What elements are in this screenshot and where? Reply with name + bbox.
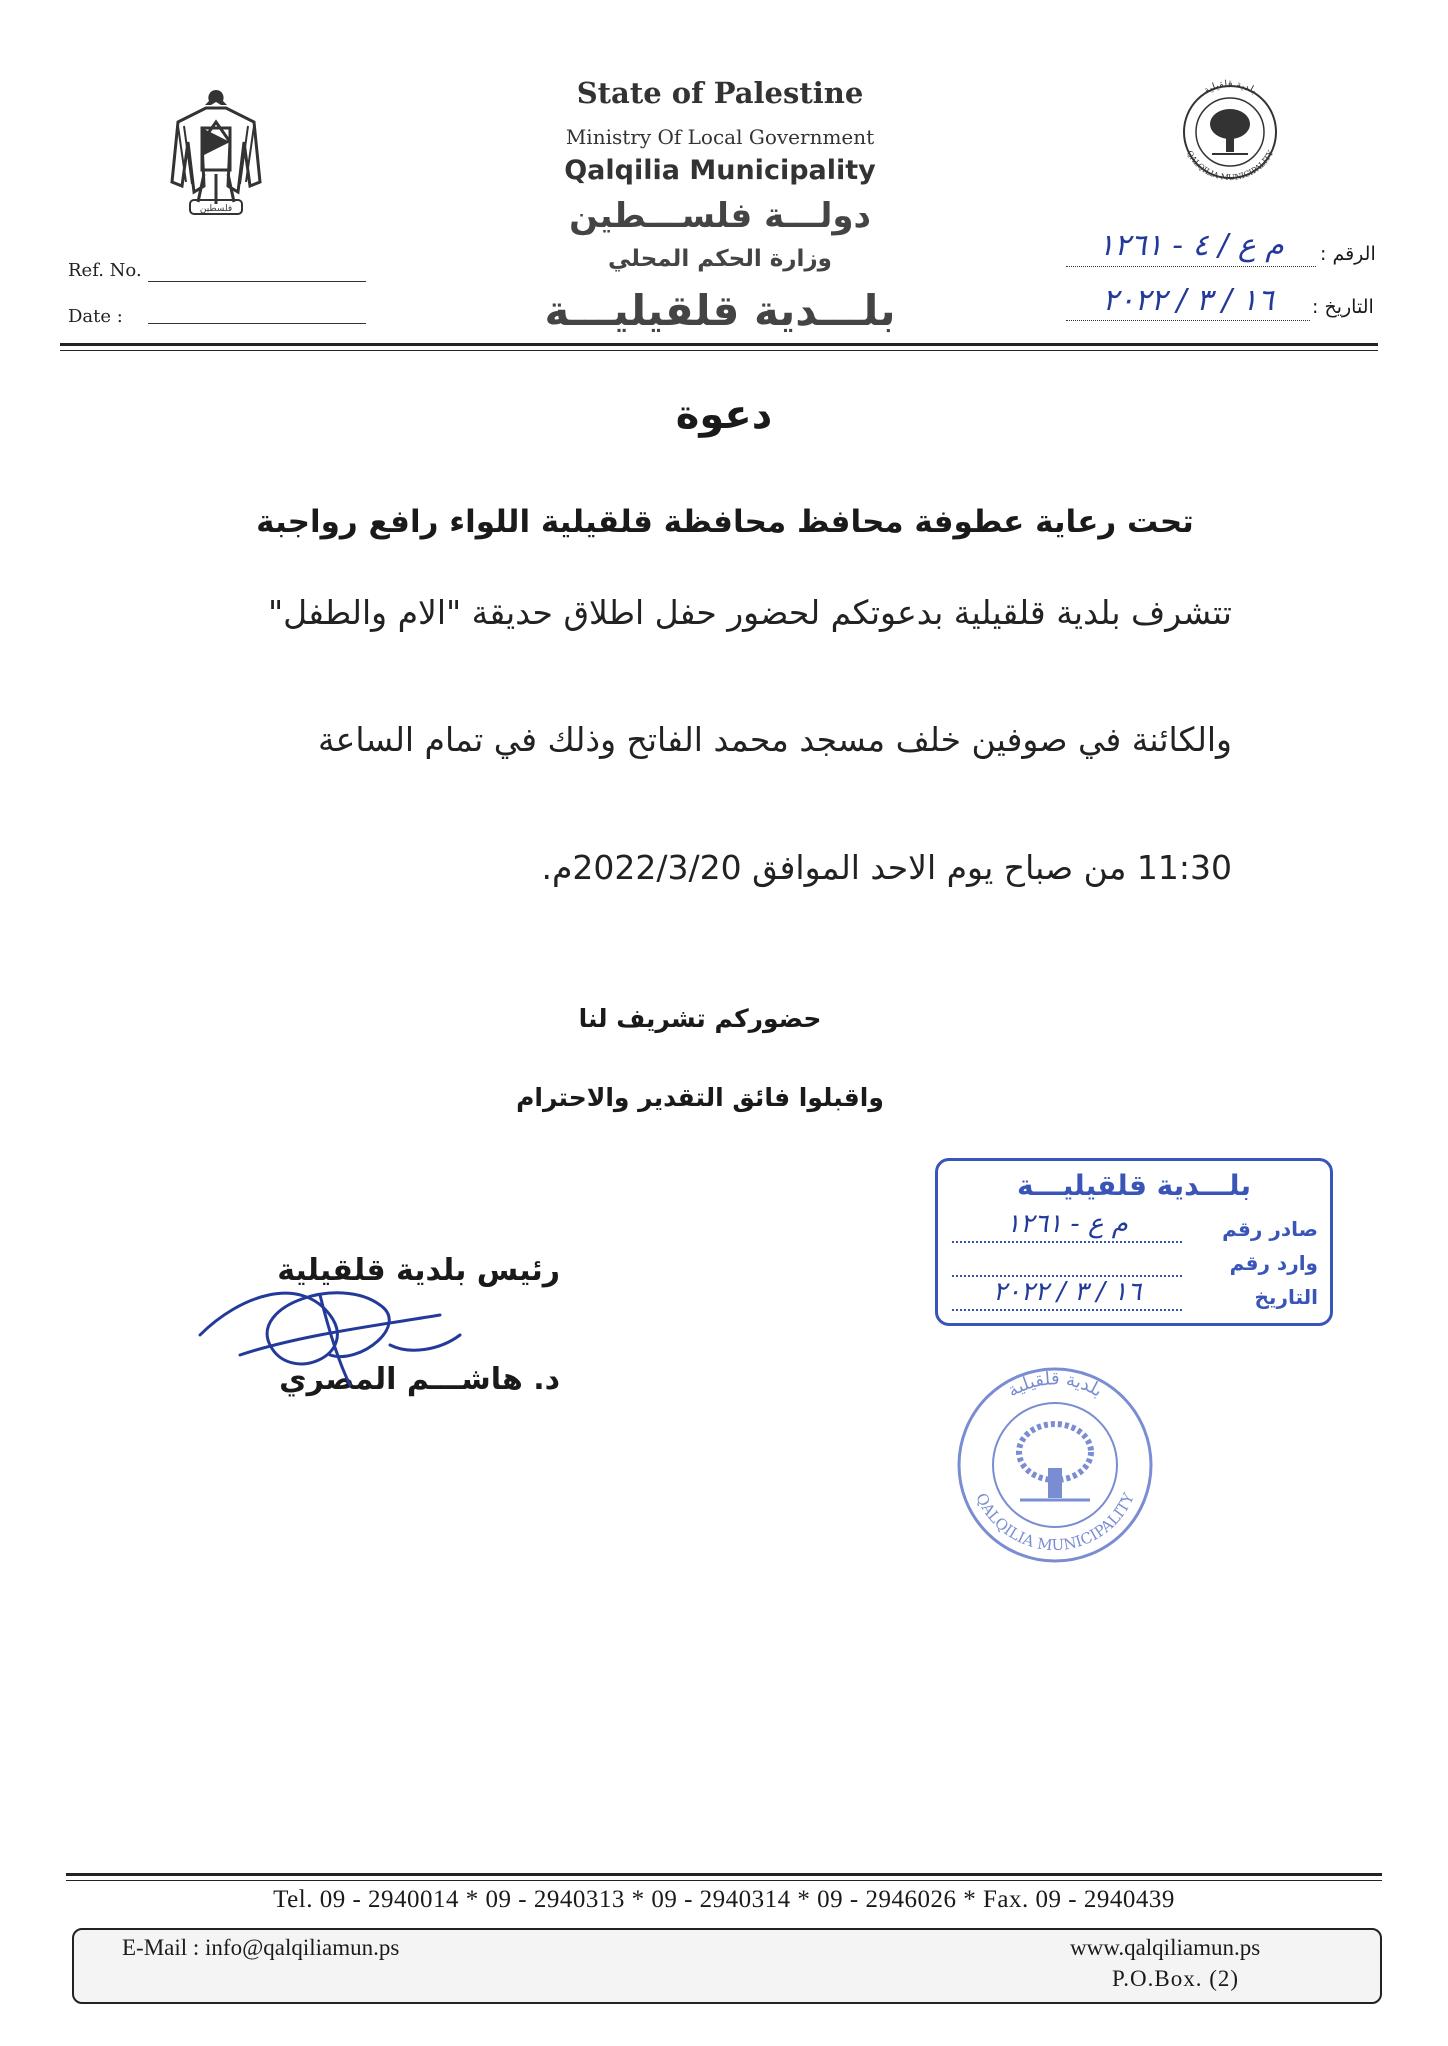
seal-arabic-text: بلدية قلقيلية <box>1003 1368 1107 1402</box>
stamp-date-handwritten: ١٦ / ٣ / ٢٠٢٢ <box>992 1277 1142 1307</box>
ministry-title-en: Ministry Of Local Government <box>565 125 875 149</box>
municipality-title-ar: بلـــدية قلقيليـــة <box>544 286 896 335</box>
signatory-name: د. هاشـــم المصري <box>279 1362 560 1397</box>
logo-arabic-text: بلدية قلقيلية <box>1202 79 1259 97</box>
closing-line-2: واقبلوا فائق التقدير والاحترام <box>516 1083 884 1112</box>
date-label-ar: التاريخ : <box>1312 296 1374 318</box>
stamp-dots-1 <box>952 1241 1182 1243</box>
letter-subtitle: تحت رعاية عطوفة محافظ محافظة قلقيلية اللواء رافع رواجبة <box>256 504 1194 540</box>
closing-line-1: حضوركم تشريف لنا <box>578 1004 822 1033</box>
footer-po-box: P.O.Box. (2) <box>1112 1966 1240 1991</box>
stamp-outgoing-label: صادر رقم <box>1222 1217 1318 1241</box>
date-line <box>148 323 366 324</box>
footer-phone-numbers: Tel. 09 - 2940014 * 09 - 2940313 * 09 - 2940314 * 09 - 2946026 * Fax. 09 - 2940439 <box>273 1886 1175 1913</box>
date-line-ar <box>1066 320 1310 321</box>
seal-english-text: QALQILIA MUNICIPALITY <box>972 1490 1138 1555</box>
date-handwritten: ١٦ / ٣ / ٢٠٢٢ <box>1102 283 1274 318</box>
logo-english-text: QALQILIA MUNICIPALITY <box>1184 149 1276 183</box>
ref-no-line <box>148 281 366 282</box>
footer-website-link[interactable]: www.qalqiliamun.ps <box>1070 1935 1261 1960</box>
header-rule-thin <box>60 350 1378 351</box>
footer-email[interactable]: E-Mail : info@qalqiliamun.ps <box>122 1935 400 1960</box>
letter-title: دعوة <box>675 392 773 438</box>
paragraph-line-3: 11:30 من صباح يوم الاحد الموافق 2022/3/20م. <box>541 848 1232 887</box>
stamp-incoming-label: وارد رقم <box>1229 1251 1318 1275</box>
palestine-eagle-emblem-icon <box>168 82 264 222</box>
stamp-outgoing-handwritten: م ع - ١٢٦١ <box>1006 1209 1128 1239</box>
paragraph-line-1: تتشرف بلدية قلقيلية بدعوتكم لحضور حفل اطلاق حديقة "الام والطفل" <box>267 593 1232 632</box>
stamp-dots-3 <box>952 1309 1182 1311</box>
municipality-title-en: Qalqilia Municipality <box>564 155 876 186</box>
stamp-title: بلـــدية قلقيليـــة <box>1017 1169 1251 1202</box>
handwritten-signature-icon <box>180 1255 480 1405</box>
date-label: Date : <box>68 306 123 327</box>
stamp-date-label: التاريخ <box>1254 1285 1318 1309</box>
ministry-title-ar: وزارة الحكم المحلي <box>608 246 832 272</box>
ref-no-label: Ref. No. <box>68 260 142 281</box>
emblem-text: فلسطين <box>199 204 233 214</box>
qalqilia-municipality-logo-icon <box>1160 72 1300 192</box>
state-title-en: State of Palestine <box>576 76 864 110</box>
paragraph-line-2: والكائنة في صوفين خلف مسجد محمد الفاتح وذلك في تمام الساعة <box>317 720 1232 759</box>
header-rule-thick <box>60 343 1378 346</box>
footer-rule-thick <box>66 1873 1382 1876</box>
municipality-round-seal-icon <box>940 1350 1170 1580</box>
footer-rule-thin <box>66 1880 1382 1881</box>
stamp-dots-2 <box>952 1275 1182 1277</box>
signatory-title: رئيس بلدية قلقيلية <box>277 1253 560 1288</box>
state-title-ar: دولـــة فلســـطين <box>569 196 871 236</box>
number-handwritten: م ع / ٤ - ١٢٦١ <box>1098 228 1284 263</box>
registry-stamp <box>935 1158 1333 1326</box>
number-line <box>1066 266 1316 267</box>
number-label-ar: الرقم : <box>1320 243 1376 265</box>
